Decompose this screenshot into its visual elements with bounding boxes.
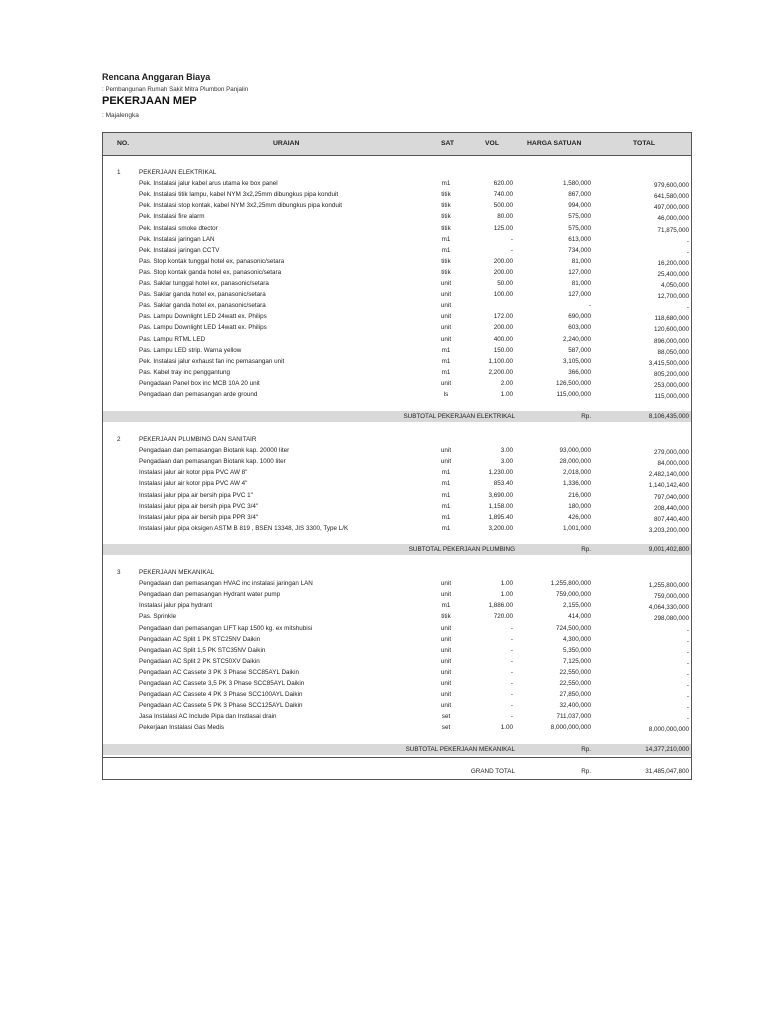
item-total: 88,050,000: [657, 348, 689, 356]
section-number: 3: [117, 569, 121, 576]
table-row: [103, 278, 691, 289]
item-unit: unit: [440, 680, 452, 687]
item-unit-price: 711,037,000: [556, 713, 591, 721]
item-unit: unit: [440, 657, 452, 665]
item-description: Pek. Instalasi jalur kabel arus utama ke box panel: [139, 180, 278, 188]
subtotal-label: SUBTOTAL PEKERJAAN PLUMBING: [408, 546, 515, 553]
item-description: Pas. Lampu Downlight LED 14watt ex. Philips: [139, 324, 267, 332]
item-unit-price: 575,000: [568, 213, 591, 221]
table-row: [103, 700, 691, 711]
item-unit: titik: [441, 213, 451, 221]
item-unit: m1: [441, 502, 451, 510]
item-volume: -: [510, 246, 513, 254]
item-volume: 1,886.00: [488, 602, 513, 610]
section-title-row: [103, 167, 691, 178]
subtotal-currency: Rp.: [581, 746, 591, 753]
item-description: Pas. Stop kontak tunggal hotel ex, panasonic/setara: [139, 257, 285, 265]
item-unit: m1: [441, 602, 451, 610]
item-unit: unit: [440, 702, 452, 710]
item-volume: -: [510, 702, 513, 710]
item-unit: unit: [440, 591, 452, 599]
item-volume: 1,895.40: [488, 513, 513, 521]
item-description: Pas. Saklar ganda hotel ex, panasonic/setara: [139, 302, 266, 310]
item-unit-price: 4,300,000: [562, 635, 591, 643]
subtotal-label: SUBTOTAL PEKERJAAN MEKANIKAL: [405, 746, 515, 753]
item-unit: m1: [441, 469, 451, 477]
table-row: [103, 656, 691, 667]
table-header: [103, 133, 691, 156]
subtotal-value: 8,106,435,000: [648, 413, 689, 420]
item-volume: 2,200.00: [488, 368, 513, 376]
item-unit-price: 180,000: [568, 502, 591, 510]
item-unit: m1: [441, 368, 451, 376]
item-unit: unit: [440, 635, 452, 643]
document-title: Rencana Anggaran Biaya: [102, 72, 211, 82]
item-unit: unit: [440, 302, 452, 310]
item-unit: titik: [441, 224, 451, 232]
item-description: Instalasi jalur pipa oksigen ASTM B 819 , BSEN 13348, JIS 3300, Type L/K: [139, 524, 349, 532]
table-row: [103, 389, 691, 400]
item-unit-price: 7,125,000: [562, 657, 591, 665]
item-description: Pek. Instalasi fire alarm: [139, 213, 205, 221]
item-volume: 50.00: [497, 280, 513, 287]
item-volume: 1.00: [500, 580, 513, 588]
item-total: 12,700,000: [657, 293, 689, 301]
item-unit-price: 5,350,000: [562, 646, 591, 654]
item-description: Pek. Instalasi stop kontak, kabel NYM 3x2,25mm dibungkus pipa konduit: [139, 202, 343, 210]
item-volume: -: [510, 657, 513, 665]
item-volume: 100.00: [493, 291, 513, 299]
item-unit-price: 613,000: [568, 235, 591, 243]
item-description: Pengadaan dan pemasangan Hydrant water pump: [139, 591, 281, 599]
item-unit: unit: [440, 280, 452, 287]
item-total: 71,875,000: [657, 226, 689, 234]
item-total: 84,000,000: [657, 460, 689, 468]
item-unit: unit: [440, 447, 452, 455]
item-unit: unit: [440, 324, 452, 332]
item-unit: m1: [441, 491, 451, 499]
table-row: [103, 189, 691, 200]
item-unit-price: 1,001,000: [562, 524, 591, 532]
item-unit: m1: [441, 346, 451, 354]
header-uraian: URAIAN: [273, 140, 300, 147]
header-sat: SAT: [441, 140, 455, 147]
item-volume: 200.00: [493, 268, 513, 276]
item-total: 3,415,500,000: [648, 359, 689, 367]
item-unit-price: 27,850,000: [559, 691, 591, 699]
grand-total-value: 31,485,047,800: [645, 768, 689, 775]
section-number: 2: [117, 436, 121, 443]
item-description: Instalasi jalur pipa air bersih pipa PVC 3/4": [139, 502, 259, 510]
table-row: [103, 356, 691, 367]
table-row: [103, 378, 691, 389]
item-unit: m1: [441, 513, 451, 521]
item-total: 1,255,800,000: [648, 582, 689, 590]
item-description: Pengadaan AC Split 2 PK STC50XV Daikin: [139, 657, 260, 665]
item-unit-price: 1,255,800,000: [550, 580, 591, 588]
item-total: 8,000,000,000: [648, 726, 689, 734]
item-total: 253,000,000: [653, 381, 689, 389]
item-volume: 720.00: [493, 613, 513, 621]
item-unit-price: 1,336,000: [562, 480, 591, 488]
item-volume: -: [510, 713, 513, 721]
item-unit-price: 994,000: [568, 202, 591, 210]
item-unit-price: 127,000: [568, 291, 591, 299]
item-unit: set: [441, 713, 451, 721]
item-description: Pengadaan dan pemasangan Biotank kap. 20000 liter: [139, 447, 290, 455]
subtotal-row: [103, 544, 691, 555]
item-description: Jasa Instalasi AC Include Pipa dan Instlasai drain: [139, 713, 277, 721]
table-row: [103, 689, 691, 700]
item-total: 16,200,000: [657, 259, 689, 267]
grand-total-currency: Rp.: [581, 768, 591, 775]
header-vol: VOL: [485, 140, 499, 147]
item-volume: -: [510, 691, 513, 699]
item-total: -: [686, 704, 689, 712]
item-unit: titik: [441, 268, 451, 276]
table-row: [103, 300, 691, 311]
item-volume: 3.00: [500, 458, 513, 466]
item-unit: m1: [441, 357, 451, 365]
item-volume: 1.00: [500, 391, 513, 398]
item-description: Instalasi jalur pipa air bersih pipa PVC 1": [139, 491, 253, 499]
table-row: [103, 722, 691, 733]
item-unit: m1: [441, 524, 451, 532]
item-unit: unit: [440, 646, 452, 654]
table-row: [103, 512, 691, 523]
table-row: [103, 578, 691, 589]
table-row: [103, 490, 691, 501]
item-unit: unit: [440, 458, 452, 466]
item-unit-price: 81,000: [571, 257, 591, 265]
item-unit: m1: [441, 480, 451, 488]
item-description: Pek. Instalasi smoke dtector: [139, 224, 218, 232]
item-volume: 200.00: [493, 324, 513, 332]
item-total: 279,000,000: [653, 449, 689, 457]
table-row: [103, 289, 691, 300]
section-title-row: [103, 567, 691, 578]
item-unit-price: 366,000: [568, 368, 591, 376]
item-total: 46,000,000: [657, 215, 689, 223]
item-total: 797,040,000: [653, 493, 689, 501]
item-description: Pengadaan dan pemasangan Biotank kap. 1000 liter: [139, 458, 286, 466]
item-unit-price: 32,400,000: [559, 702, 591, 710]
item-unit: unit: [440, 624, 452, 632]
subtotal-value: 9,001,402,800: [648, 546, 689, 553]
item-unit: titik: [441, 613, 451, 621]
project-name: : Pembangunan Rumah Sakit Mitra Plumbon Panjalin: [102, 86, 249, 93]
item-unit: unit: [440, 668, 452, 676]
item-volume: 150.00: [493, 346, 513, 354]
item-volume: 1,230.00: [488, 469, 513, 477]
item-description: Pengadaan dan pemasangan arde ground: [139, 391, 258, 398]
item-unit-price: 22,550,000: [559, 680, 591, 687]
item-unit: unit: [440, 691, 452, 699]
item-description: Pengadaan AC Split 1,5 PK STC35NV Daikin: [139, 646, 266, 654]
item-description: Pas. Kabel tray inc penggantung: [139, 368, 231, 376]
table-row: [103, 611, 691, 622]
item-unit-price: 126,500,000: [555, 379, 591, 387]
table-row: [103, 667, 691, 678]
item-unit: set: [441, 724, 451, 732]
item-description: Pek. Instalasi jalur exhaust fan inc pemasangan unit: [139, 357, 285, 365]
subtotal-currency: Rp.: [581, 546, 591, 553]
table-row: [103, 467, 691, 478]
item-volume: 1,100.00: [488, 357, 513, 365]
item-total: -: [686, 659, 689, 667]
item-unit: unit: [440, 379, 452, 387]
item-volume: -: [510, 635, 513, 643]
item-description: Instalasi jalur pipa air bersih pipa PPR 3/4": [139, 513, 259, 521]
section-title: PEKERJAAN ELEKTRIKAL: [139, 169, 217, 176]
item-volume: 2.00: [500, 379, 513, 387]
item-unit: unit: [440, 313, 452, 321]
table-row: [103, 645, 691, 656]
section-title-row: [103, 434, 691, 445]
item-total: -: [686, 304, 689, 312]
table-row: [103, 234, 691, 245]
table-row: [103, 334, 691, 345]
table-row: [103, 711, 691, 722]
item-unit-price: 603,000: [568, 324, 591, 332]
item-unit-price: 690,000: [568, 313, 591, 321]
table-row: [103, 311, 691, 322]
table-row: [103, 600, 691, 611]
item-unit-price: 8,000,000,000: [550, 724, 591, 732]
item-volume: 853.40: [493, 480, 513, 488]
section-number: 1: [117, 169, 121, 176]
item-total: 497,000,000: [653, 204, 689, 212]
item-volume: 1.00: [500, 591, 513, 599]
item-description: Instalasi jalur air kotor pipa PVC AW 8": [139, 469, 248, 477]
item-unit-price: 3,105,000: [562, 357, 591, 365]
item-description: Pek. Instalasi titik lampu, kabel NYM 3x2,25mm dibungkus pipa konduit: [139, 191, 339, 199]
header-total: TOTAL: [633, 140, 656, 147]
table-row: [103, 478, 691, 489]
item-total: 2,482,140,000: [648, 471, 689, 479]
table-row: [103, 445, 691, 456]
item-description: Pas. Lampu Downlight LED 24watt ex. Philips: [139, 313, 267, 321]
item-description: Pas. Lampu LED strip. Warna yellow: [139, 346, 242, 354]
item-total: -: [686, 715, 689, 723]
item-total: 805,200,000: [653, 370, 689, 378]
item-volume: 500.00: [493, 202, 513, 210]
item-unit: m1: [441, 180, 451, 188]
table-row: [103, 634, 691, 645]
subtotal-row: [103, 411, 691, 422]
item-unit: unit: [440, 335, 452, 343]
item-unit: titik: [441, 202, 451, 210]
item-unit-price: 759,000,000: [555, 591, 591, 599]
item-unit-price: 115,000,000: [556, 391, 591, 398]
item-volume: 400.00: [493, 335, 513, 343]
item-unit-price: 81,000: [571, 280, 591, 287]
item-volume: 740.00: [493, 191, 513, 199]
item-volume: 200.00: [493, 257, 513, 265]
item-volume: 80.00: [497, 213, 513, 221]
item-total: -: [686, 626, 689, 634]
table-row: [103, 678, 691, 689]
item-total: -: [686, 237, 689, 245]
item-description: Pengadaan AC Split 1 PK STC25NV Daikin: [139, 635, 261, 643]
item-total: 298,080,000: [653, 615, 689, 623]
item-total: 3,203,200,000: [648, 526, 689, 534]
table-row: [103, 256, 691, 267]
item-description: Pas. Lampu RTML LED: [139, 335, 206, 343]
item-total: 896,000,000: [653, 337, 689, 345]
item-unit-price: 2,240,000: [562, 335, 591, 343]
item-volume: 125.00: [493, 224, 513, 232]
table-row: [103, 345, 691, 356]
item-unit-price: 127,000: [568, 268, 591, 276]
item-volume: 1.00: [500, 724, 513, 732]
item-unit: m1: [441, 246, 451, 254]
item-unit-price: 93,000,000: [559, 447, 591, 455]
item-unit-price: 2,018,000: [562, 469, 591, 477]
item-volume: 3.00: [500, 447, 513, 455]
item-volume: 172.00: [493, 313, 513, 321]
item-total: -: [686, 670, 689, 678]
item-total: 4,050,000: [660, 282, 689, 289]
item-unit-price: 2,155,000: [562, 602, 591, 610]
item-unit-price: 587,000: [568, 346, 591, 354]
table-row: [103, 178, 691, 189]
item-unit: unit: [440, 291, 452, 299]
item-description: Instalasi jalur air kotor pipa PVC AW 4": [139, 480, 248, 488]
table-row: [103, 245, 691, 256]
item-unit-price: 867,000: [568, 191, 591, 199]
item-unit: m1: [441, 235, 451, 243]
item-volume: 3,200.00: [488, 524, 513, 532]
item-total: -: [686, 648, 689, 656]
item-description: Pas. Sprinkle: [139, 613, 177, 621]
item-unit-price: 426,000: [568, 513, 591, 521]
item-unit-price: 414,000: [568, 613, 591, 621]
item-description: Pas. Saklar tunggal hotel ex, panasonic/setara: [139, 280, 269, 287]
table-row: [103, 523, 691, 534]
item-unit-price: 216,000: [568, 491, 591, 499]
item-description: Pas. Stop kontak ganda hotel ex, panasonic/setara: [139, 268, 282, 276]
item-volume: -: [510, 235, 513, 243]
item-unit-price: 724,500,000: [555, 624, 591, 632]
grand-total-row: [103, 766, 691, 777]
item-unit-price: 28,000,000: [559, 458, 591, 466]
item-total: 118,680,000: [654, 315, 689, 323]
item-total: -: [686, 637, 689, 645]
item-description: Pengadaan AC Cassete 5 PK 3 Phase SCC125AYL Daikin: [139, 702, 303, 710]
item-volume: -: [510, 646, 513, 654]
table-row: [103, 200, 691, 211]
header-no: NO.: [117, 140, 130, 147]
grand-total-label: GRAND TOTAL: [470, 768, 515, 775]
section-title: PEKERJAAN PLUMBING DAN SANITAIR: [139, 436, 257, 443]
item-description: Pek. Instalasi jaringan LAN: [139, 235, 215, 243]
item-total: -: [686, 693, 689, 701]
table-row: [103, 367, 691, 378]
table-row: [103, 322, 691, 333]
document-heading: PEKERJAAN MEP: [102, 95, 197, 107]
item-description: Pengadaan Panel box inc MCB 10A 20 unit: [139, 379, 260, 387]
item-total: -: [686, 248, 689, 256]
item-description: Pengadaan AC Cassete 3 PK 3 Phase SCC85AYL Daikin: [139, 668, 299, 676]
item-description: Pekerjaan Instalasi Gas Medis: [139, 724, 225, 732]
item-unit: unit: [440, 580, 452, 588]
item-total: 641,580,000: [653, 193, 689, 201]
item-description: Pengadaan AC Cassete 3,5 PK 3 Phase SCC85AYL Daikin: [139, 680, 305, 687]
table-row: [103, 456, 691, 467]
subtotal-label: SUBTOTAL PEKERJAAN ELEKTRIKAL: [403, 413, 515, 420]
item-description: Pengadaan dan pemasangan HVAC inc instalasi jaringan LAN: [139, 580, 313, 588]
grand-total-divider: [103, 757, 691, 758]
item-total: 120,600,000: [653, 326, 689, 334]
item-volume: -: [510, 680, 513, 687]
item-total: -: [686, 682, 689, 689]
item-description: Pek. Instalasi jaringan CCTV: [139, 246, 220, 254]
subtotal-value: 14,377,210,000: [645, 746, 689, 753]
item-unit: titik: [441, 257, 451, 265]
item-description: Pas. Saklar ganda hotel ex, panasonic/setara: [139, 291, 266, 299]
item-unit: ls: [443, 391, 449, 398]
item-total: 1,140,142,400: [648, 482, 689, 490]
section-title: PEKERJAAN MEKANIKAL: [139, 569, 215, 576]
item-unit: titik: [441, 191, 451, 199]
item-description: Pengadaan dan pemasangan LIFT kap 1500 kg. ex mitshubisi: [139, 624, 313, 632]
item-description: Pengadaan AC Cassete 4 PK 3 Phase SCC100AYL Daikin: [139, 691, 303, 699]
header-harga: HARGA SATUAN: [527, 140, 582, 147]
item-unit-price: 22,550,000: [559, 668, 591, 676]
item-volume: -: [510, 668, 513, 676]
item-total: 807,440,400: [653, 515, 689, 523]
item-total: 115,000,000: [654, 393, 689, 400]
item-total: 208,440,000: [653, 504, 689, 512]
item-volume: 3,690.00: [488, 491, 513, 499]
table-row: [103, 589, 691, 600]
table-row: [103, 623, 691, 634]
item-volume: 620.00: [493, 180, 513, 188]
table-row: [103, 223, 691, 234]
project-location: : Majalengka: [102, 112, 139, 119]
item-unit-price: 1,580,000: [562, 180, 591, 188]
table-row: [103, 267, 691, 278]
item-total: 4,064,330,000: [648, 604, 689, 612]
table-row: [103, 501, 691, 512]
item-description: Instalasi jalur pipa hydrant: [139, 602, 213, 610]
item-total: 25,400,000: [657, 270, 689, 278]
item-total: 979,600,000: [653, 182, 689, 190]
item-unit-price: 734,000: [568, 246, 591, 254]
item-volume: 1,158.00: [488, 502, 513, 510]
item-unit-price: 575,000: [568, 224, 591, 232]
table-row: [103, 211, 691, 222]
subtotal-currency: Rp.: [581, 413, 591, 420]
item-volume: -: [510, 624, 513, 632]
item-total: 759,000,000: [653, 593, 689, 601]
budget-table: [102, 132, 692, 780]
subtotal-row: [103, 744, 691, 755]
item-unit-price: -: [588, 302, 591, 310]
